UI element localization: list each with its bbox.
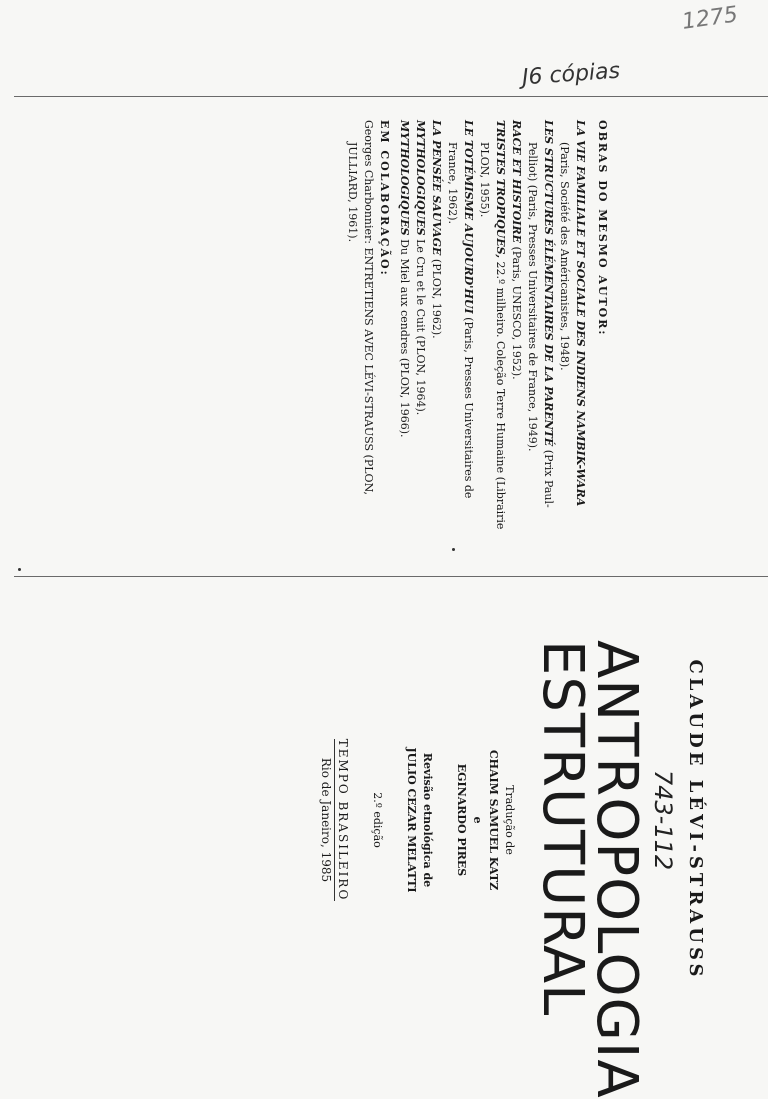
handwritten-number: 1275 <box>680 2 740 35</box>
translator-2: EGINARDO PIRES <box>455 763 468 877</box>
obras-list <box>344 120 610 540</box>
book-title-line1: ANTROPOLOGIA <box>584 640 649 1099</box>
obra-item: RACE ET HISTOIRE (Paris, UNESCO, 1952). <box>510 120 523 380</box>
and-conjunction: e <box>471 816 484 824</box>
handwritten-call-number: 743-112 <box>649 769 677 871</box>
obra-item: LES STRUCTURES ÉLÉMENTAIRES DE LA PARENTÉ (Prix Paul-Pelliot) (Paris, Presses Universitaires de France, 1949). <box>526 120 555 508</box>
obras-heading: OBRAS DO MESMO AUTOR: <box>596 120 609 337</box>
colab-item: Georges Charbonnier: ENTRETIENS AVEC LÉVI-STRAUSS (PLON, JULLIARD, 1961). <box>346 120 375 495</box>
author-name: CLAUDE LÉVI-STRAUSS <box>685 659 706 981</box>
scan-speck <box>452 548 455 551</box>
revision-label: Revisão etnológica de <box>421 752 434 888</box>
scan-speck <box>18 568 21 571</box>
obra-item: MYTHOLOGIQUES Du Miel aux cendres (PLON, 1966). <box>398 120 411 438</box>
place-date: Rio de Janeiro, 1985 <box>319 757 333 883</box>
translator-1: CHAIM SAMUEL KATZ <box>487 749 500 891</box>
reviser-name: JULIO CEZAR MELATTI <box>405 747 418 893</box>
obra-item: LE TOTÉMISME AUJOURD'HUI (Paris, Presses Universitaires de France, 1962). <box>446 120 475 499</box>
translation-label: Tradução de <box>503 785 516 855</box>
colab-heading: EM COLABORAÇÃO: <box>378 120 391 277</box>
book-title-line2: ESTRUTURAL <box>530 640 595 1017</box>
edition: 2.º edição <box>371 792 384 848</box>
obra-item: LA VIE FAMILIALE ET SOCIALE DES INDIENS NAMBIK-WARA (Paris, Société des Américanistes, 1948). <box>558 120 587 507</box>
scan-fold-line-top <box>14 96 768 97</box>
handwritten-copies-note: J6 cópias <box>521 58 621 91</box>
publisher-name: TEMPO BRASILEIRO <box>336 738 350 902</box>
obra-item: MYTHOLOGIQUES Le Cru et le Cuit (PLON, 1964). <box>414 120 427 416</box>
obra-item: TRISTES TROPIQUES, 22.º milheiro. Coleção Terre Humaine (Librairie PLON, 1955). <box>478 120 507 530</box>
scan-fold-line-middle <box>14 576 768 577</box>
obra-item: LA PENSÉE SAUVAGE (PLON, 1962). <box>430 120 443 339</box>
title-page <box>318 640 706 1099</box>
